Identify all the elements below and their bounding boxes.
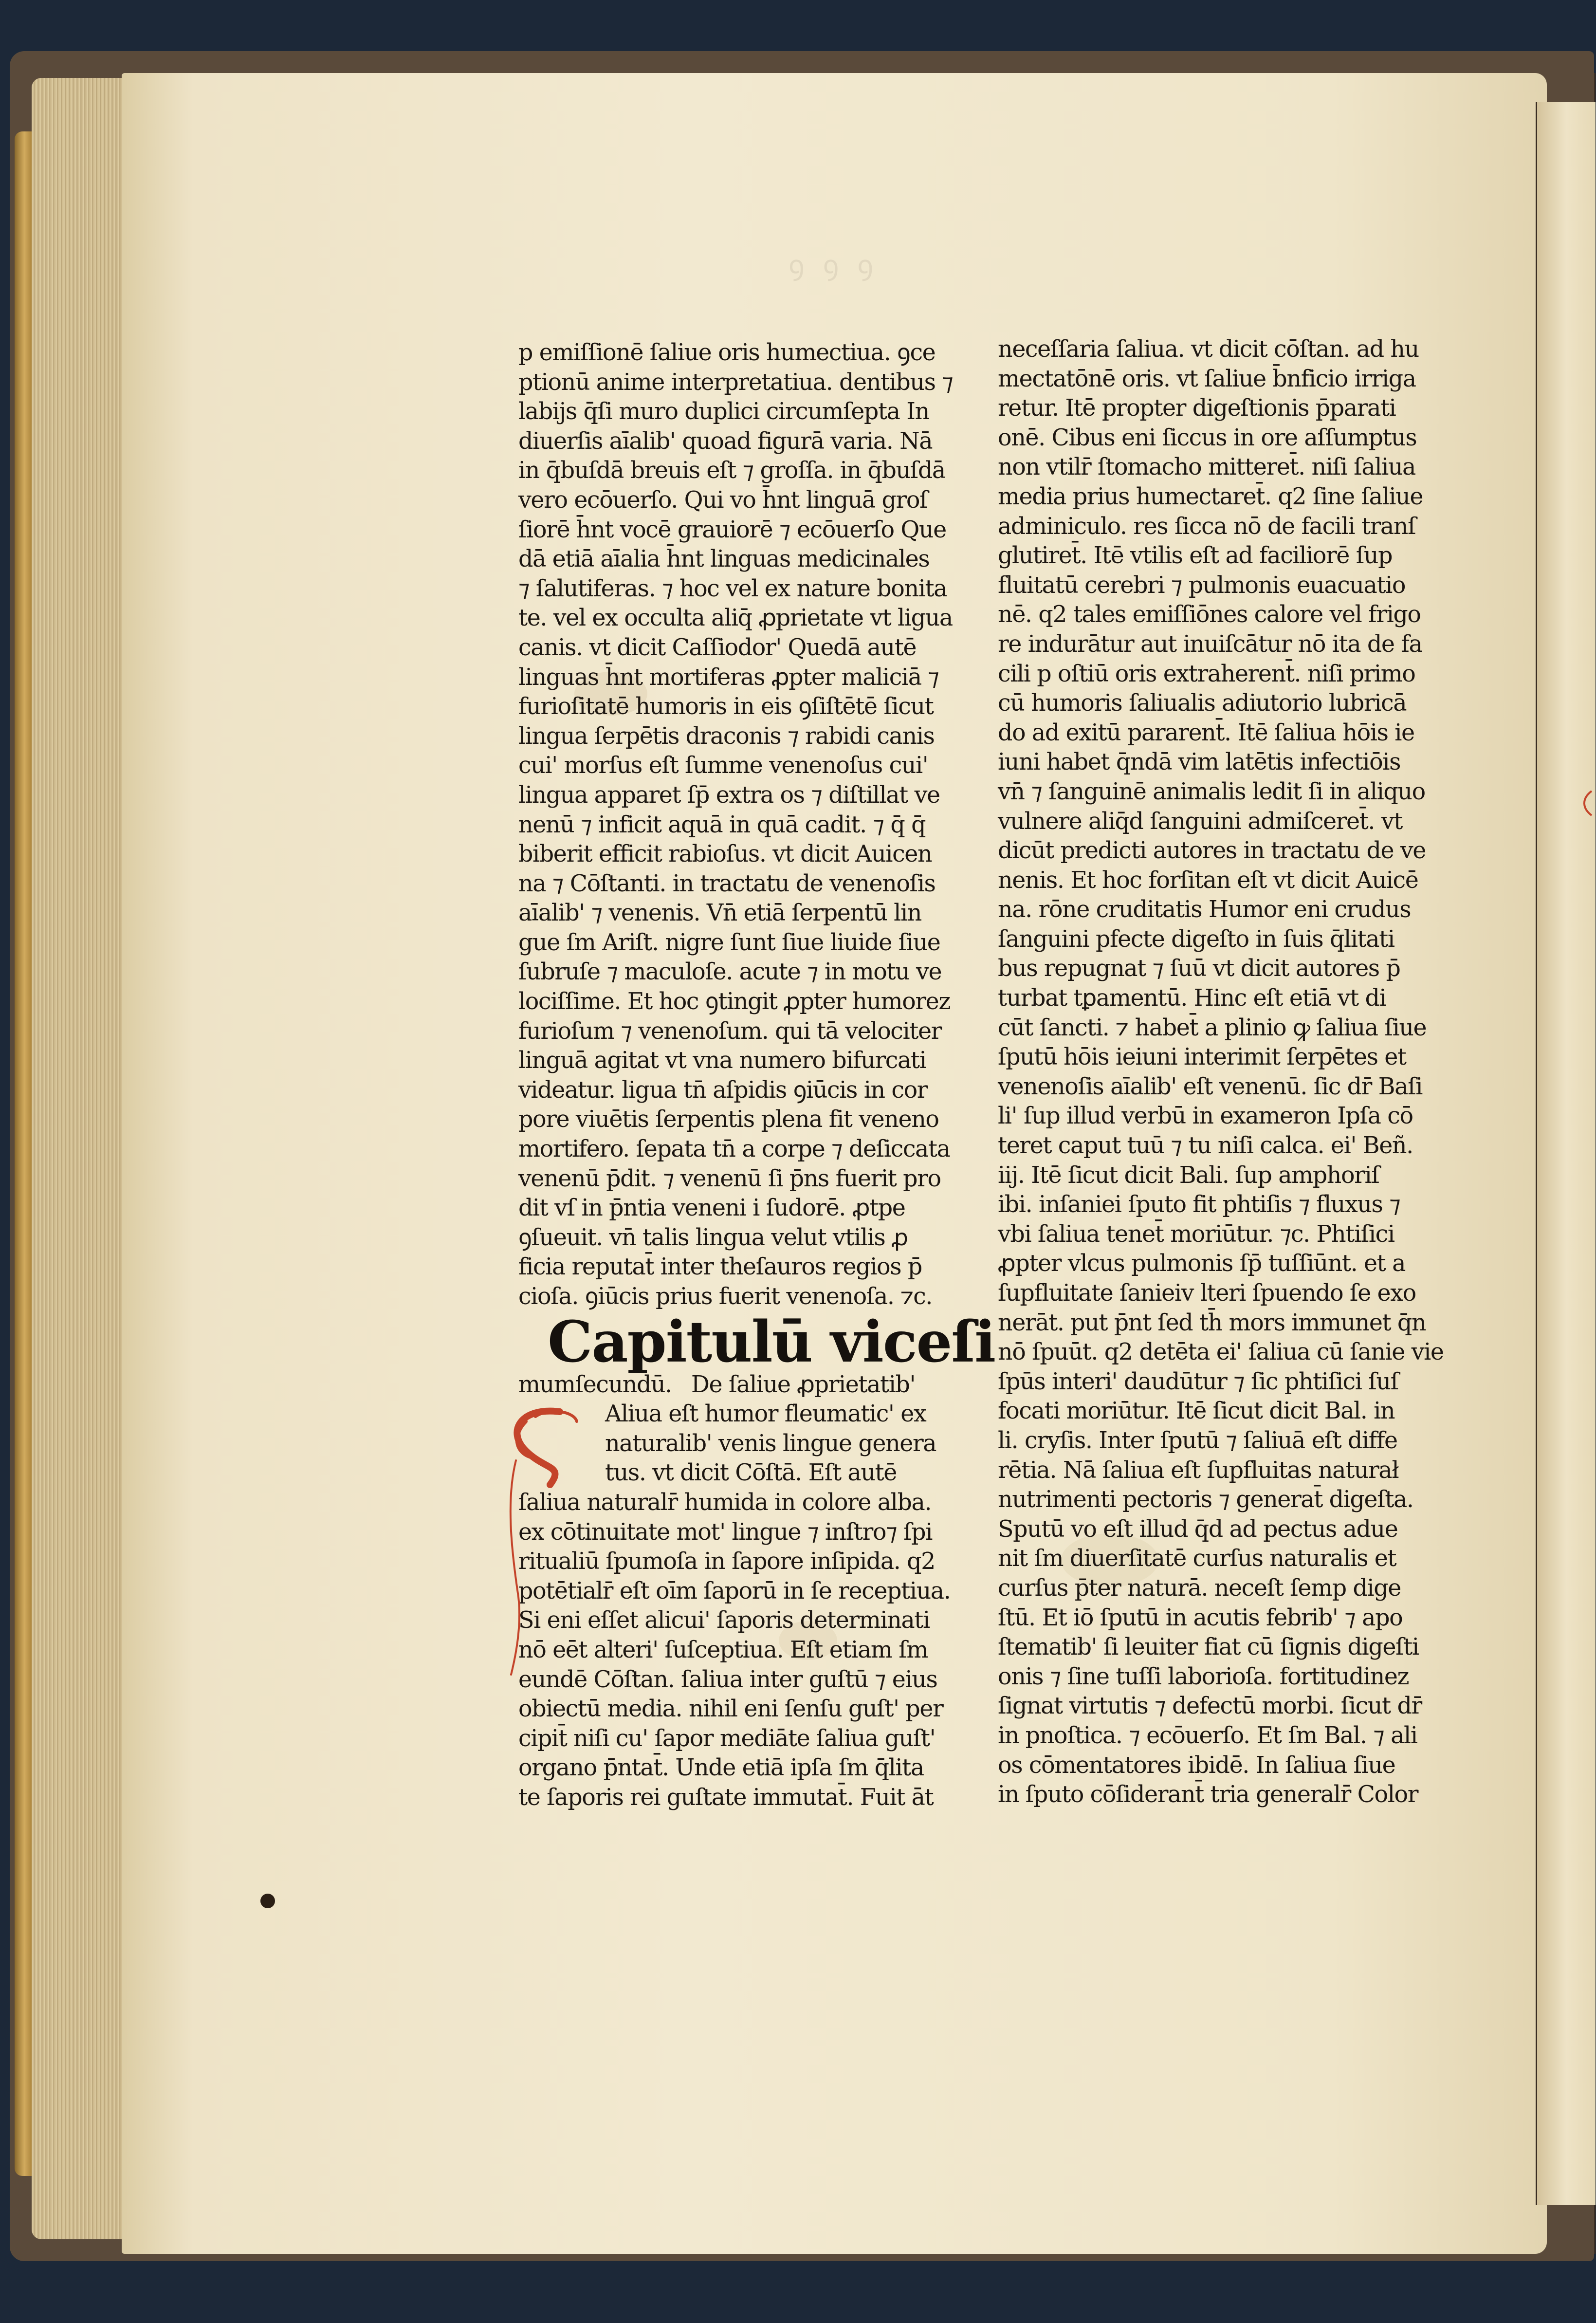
- facing-page-sliver: [1536, 102, 1596, 2205]
- text-line: cūt ſancti. ⁊ habet̄ a plinio ꝙ ſaliua ſiue: [998, 1014, 1427, 1041]
- text-line: lingua ſerpētis draconis ⁊ rabidi canis: [518, 722, 935, 750]
- text-line: Si eni eſſet alicui' ſaporis determinati: [518, 1607, 930, 1634]
- text-line: venenū p̄dit. ⁊ venenū ſi p̄ns fuerit pro: [518, 1165, 941, 1192]
- text-line: ſtū. Et iō ſputū in acutis febrib' ⁊ apo: [998, 1604, 1403, 1631]
- text-line: li. cryſis. Inter ſputū ⁊ ſaliuā eſt diffe: [998, 1427, 1397, 1454]
- text-line: ſignat virtutis ⁊ defectū morbi. ſicut dr̄: [998, 1693, 1422, 1720]
- text-line: ꝓpter vlcus pulmonis ſp̄ tuſſiūnt. et a: [998, 1250, 1405, 1277]
- text-line: li' ſup illud verbū in exameron Ipſa cō: [998, 1103, 1413, 1130]
- text-line: ⁊ ſalutiferas. ⁊ hoc vel ex nature bonita: [518, 575, 947, 602]
- text-line: glutiret̄. Itē vtilis eſt ad faciliorē ſup: [998, 542, 1393, 570]
- text-line: adminiculo. res ſicca nō de facili tranſ: [998, 513, 1416, 540]
- text-line: obiectū media. nihil eni ſenſu guſt' per: [518, 1696, 943, 1723]
- text-line: videatur. ligua tn̄ aſpidis ꝯiūcis in cor: [518, 1076, 928, 1104]
- text-line: mectatōnē oris. vt ſaliue b̄nficio irriga: [998, 365, 1416, 392]
- text-line: Aliua eſt humor fleumatic' ex: [605, 1401, 926, 1428]
- text-line: ꝯſueuit. vn̄ talis lingua velut vtilis ꝓ: [518, 1224, 908, 1251]
- worm-hole: [260, 1894, 275, 1908]
- text-line: na ⁊ Cōſtanti. in tractatu de venenoſis: [518, 870, 936, 897]
- text-line: naturalib' venis lingue genera: [605, 1430, 936, 1457]
- text-line: lociſſime. Et hoc ꝯtingit ꝓpter humorez: [518, 988, 950, 1015]
- text-line: dā etiā aīalia h̄nt linguas medicinales: [518, 546, 930, 573]
- chapter-number-tail: mumſecundū.: [518, 1371, 672, 1398]
- text-line: iuni habet q̄ndā vim latētis infectiōis: [998, 749, 1401, 776]
- text-line: biberit efficit rabioſus. vt dicit Auicen: [518, 841, 932, 868]
- text-line: furioſitatē humoris in eis ꝯſiſtētē ſicut: [518, 693, 934, 720]
- text-line: cui' morſus eſt ſumme venenoſus cui': [518, 752, 928, 779]
- text-line: canis. vt dicit Caſſiodor' Quedā autē: [518, 634, 917, 661]
- text-line: teret caput tuū ⁊ tu niſi calca. ei' Beñ.: [998, 1132, 1413, 1160]
- text-line: in pnoſtica. ⁊ ecōuerſo. Et ſm Bal. ⁊ ali: [998, 1722, 1417, 1749]
- text-line: mortifero. ſepata tn̄ a corpe ⁊ deſiccata: [518, 1136, 950, 1163]
- text-line: nerāt. put p̄nt ſed th̄ mors immunet q̄n: [998, 1309, 1426, 1336]
- text-line: te. vel ex occulta aliq̄ ꝓprietate vt ligua: [518, 605, 953, 632]
- text-line: potētialr̄ eſt oīm ſaporū in ſe receptiua.: [518, 1577, 951, 1604]
- text-line: eundē Cōſtan. ſaliua inter guſtū ⁊ eius: [518, 1666, 937, 1693]
- text-line: ſpūs interi' daudūtur ⁊ ſic phtiſici ſuſ: [998, 1368, 1398, 1395]
- text-line: iij. Itē ſicut dicit Bali. ſup amphoriſ: [998, 1162, 1379, 1189]
- text-line: vn̄ ⁊ ſanguinē animalis ledit ſi in aliquo: [998, 778, 1425, 805]
- text-line: linguas h̄nt mortiferas ꝓpter maliciā ⁊: [518, 664, 939, 691]
- text-line: ſputū hōis ieiuni interimit ſerpētes et: [998, 1044, 1406, 1071]
- text-line: linguā agitat vt vna numero bifurcati: [518, 1047, 926, 1074]
- text-line: fluitatū cerebri ⁊ pulmonis euacuatio: [998, 572, 1406, 599]
- text-line: labijs q̄ſi muro duplici circumſepta In: [518, 398, 929, 425]
- text-line: in q̄buſdā breuis eſt ⁊ groſſa. in q̄buſdā: [518, 457, 945, 484]
- right-column-text: [998, 335, 1455, 1810]
- text-line: ſanguini pfecte digeſto in ſuis q̄litati: [998, 925, 1394, 953]
- text-line: dit vſ in p̄ntia veneni i ſudorē. ꝓtpe: [518, 1195, 905, 1222]
- text-line: ritualiū ſpumoſa in ſapore inſipida. q2: [518, 1548, 935, 1575]
- text-line: ficia reputat̄ inter theſauros regios p̄: [518, 1254, 922, 1281]
- text-line: nutrimenti pectoris ⁊ generat̄ digeſta.: [998, 1486, 1413, 1513]
- text-line: venenoſis aīalib' eſt venenū. ſic dr̄ Baſi: [998, 1073, 1423, 1100]
- text-line: ex cōtinuitate mot' lingue ⁊ inſtro⁊ ſpi: [518, 1518, 932, 1546]
- chapter-heading: Capitulū viceſi: [548, 1309, 995, 1375]
- text-line: vbi ſaliua tenet̄ moriūtur. ⁊c. Phtiſici: [998, 1220, 1394, 1248]
- text-line: p emiſſionē ſaliue oris humectiua. ꝯce: [518, 339, 936, 366]
- bleed-through-text: ꝯ ꝯ ꝯ: [789, 250, 879, 281]
- text-line: nō eēt alteri' ſuſceptiua. Eſt etiam ſm: [518, 1636, 928, 1663]
- text-line: nenis. Et hoc forſitan eſt vt dicit Auicē: [998, 867, 1418, 894]
- chapter-title: De ſaliue ꝓprietatib': [691, 1371, 916, 1398]
- text-line: na. rōne cruditatis Humor eni crudus: [998, 896, 1411, 923]
- text-line: furioſum ⁊ venenoſum. qui tā velociter: [518, 1017, 941, 1045]
- text-line: ſtematib' ſi leuiter fiat cū ſignis digeſti: [998, 1634, 1419, 1661]
- text-line: nē. q2 tales emiſſiōnes calore vel frigo: [998, 601, 1421, 628]
- text-line: curſus p̄ter naturā. neceſt ſemp dige: [998, 1574, 1401, 1602]
- right-text-column: [998, 335, 1455, 1810]
- text-line: diuerſis aīalib' quoad figurā varia. Nā: [518, 427, 933, 455]
- text-line: gue ſm Ariſt. nigre ſunt ſiue liuide ſiue: [518, 929, 940, 956]
- text-line: re indurātur aut inuiſcātur nō ita de fa: [998, 630, 1422, 658]
- text-line: os cōmentatores ibidē. In ſaliua ſiue: [998, 1751, 1395, 1779]
- text-line: ptionū anime interpretatiua. dentibus ⁊: [518, 369, 953, 396]
- text-line: ſubruſe ⁊ maculoſe. acute ⁊ in motu ve: [518, 959, 942, 986]
- text-line: nō ſpuūt. q2 detēta ei' ſaliua cū ſanie vie: [998, 1339, 1444, 1366]
- text-line: vulnere aliq̄d ſanguini admiſceret̄. vt: [998, 808, 1402, 835]
- text-line: nit ſm diuerſitatē curſus naturalis et: [998, 1545, 1396, 1572]
- text-line: onē. Cibus eni ſiccus in ore aſſumptus: [998, 424, 1417, 451]
- text-line: turbat tꝑamentū. Hinc eſt etiā vt di: [998, 985, 1386, 1012]
- text-line: cioſa. ꝯiūcis prius fuerit venenoſa. ⁊c.: [518, 1283, 932, 1310]
- text-line: ſiorē h̄nt vocē grauiorē ⁊ ecōuerſo Que: [518, 516, 946, 543]
- text-line: bus repugnat ⁊ ſuū vt dicit autores p̄: [998, 955, 1400, 982]
- text-line: ſupfluitate ſanieiv lteri ſpuendo ſe exo: [998, 1280, 1416, 1307]
- text-line: vero ecōuerſo. Qui vo h̄nt linguā groſ: [518, 486, 928, 514]
- text-line: in ſputo cōſiderant̄ tria generalr̄ Color: [998, 1781, 1418, 1808]
- text-line: retur. Itē propter digeſtionis p̄parati: [998, 395, 1396, 422]
- text-line: aīalib' ⁊ venenis. Vn̄ etiā ſerpentū lin: [518, 900, 921, 927]
- text-line: pore viuētis ſerpentis plena fit veneno: [518, 1106, 939, 1133]
- text-line: te ſaporis rei guſtate immutat̄. Fuit āt: [518, 1784, 934, 1811]
- text-line: organo p̄ntat̄. Unde etiā ipſa ſm q̄lita: [518, 1754, 924, 1782]
- text-line: do ad exitū pararent̄. Itē ſaliua hōis ie: [998, 719, 1414, 746]
- text-line: nenū ⁊ inficit aquā in quā cadit. ⁊ q̄ q̄: [518, 811, 926, 838]
- text-line: ſaliua naturalr̄ humida in colore alba.: [518, 1489, 932, 1516]
- text-line: Sputū vo eſt illud q̄d ad pectus adue: [998, 1515, 1398, 1543]
- text-line: non vtilr̄ ſtomacho mitteret̄. niſi ſaliua: [998, 454, 1415, 481]
- rubricated-initial-s: [492, 1392, 589, 1684]
- text-line: dicūt predicti autores in tractatu de ve: [998, 837, 1426, 865]
- text-line: cili p oſtiū oris extraherent̄. niſi primo: [998, 660, 1415, 687]
- text-line: lingua apparet ſp̄ extra os ⁊ diſtillat ve: [518, 781, 940, 809]
- text-line: tus. vt dicit Cōſtā. Eſt autē: [605, 1459, 897, 1487]
- gilt-fore-edge: [15, 131, 34, 2176]
- text-line: onis ⁊ ſine tuſſi laborioſa. fortitudinez: [998, 1663, 1409, 1690]
- text-line: focati moriūtur. Itē ſicut dicit Bal. in: [998, 1398, 1395, 1425]
- red-margin-mark: [1579, 789, 1594, 818]
- text-line: ibi. inſaniei ſputo fit phtiſis ⁊ fluxus ⁊: [998, 1191, 1400, 1218]
- text-line: rētia. Nā ſaliua eſt ſupfluitas naturał: [998, 1456, 1399, 1484]
- text-line: media prius humectaret̄. q2 ſine ſaliue: [998, 483, 1423, 510]
- text-line: neceſſaria ſaliua. vt dicit cōſtan. ad hu: [998, 336, 1419, 363]
- left-column-text-before-chapter: [518, 338, 973, 1312]
- text-line: cū humoris ſaliualis adiutorio lubricā: [998, 690, 1407, 717]
- text-line: cipit̄ niſi cu' ſapor mediāte ſaliua guſt': [518, 1725, 936, 1752]
